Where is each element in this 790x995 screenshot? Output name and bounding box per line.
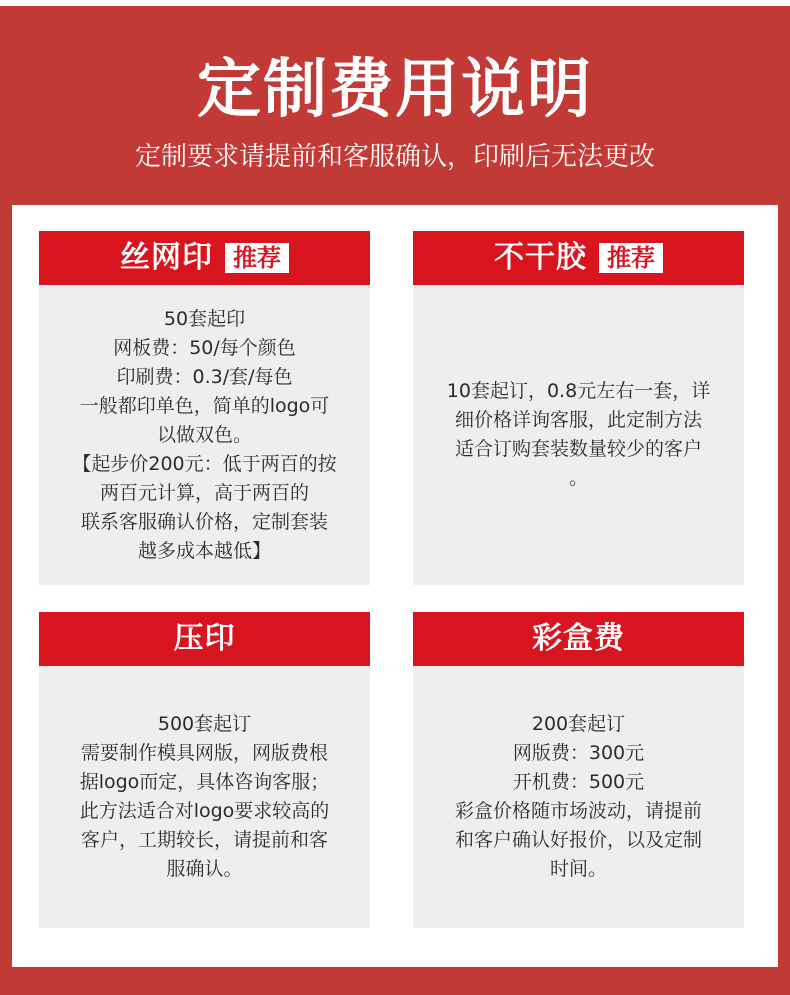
card-color-box bbox=[413, 612, 744, 928]
recommended-badge: 推荐 bbox=[599, 243, 663, 273]
card-text-line: 开机费：500元 bbox=[512, 771, 645, 793]
card-body bbox=[39, 285, 370, 585]
card-text-line: 服确认。 bbox=[166, 858, 243, 880]
card-header bbox=[39, 231, 370, 285]
card-embossing bbox=[39, 612, 370, 928]
card-text-line: 一般都印单色，简单的logo可 bbox=[79, 394, 330, 417]
card-text-line: 以做双色。 bbox=[156, 423, 252, 446]
card-text-line: 网版费：300元 bbox=[512, 742, 645, 764]
card-text-line: 两百元计算，高于两百的 bbox=[99, 481, 309, 504]
card-text-line: 。 bbox=[568, 467, 588, 489]
card-header bbox=[413, 612, 744, 666]
card-text-line: 时间。 bbox=[549, 858, 607, 880]
card-text-line: 50套起印 bbox=[163, 307, 246, 330]
card-screen-printing bbox=[39, 231, 370, 585]
card-body bbox=[413, 666, 744, 928]
card-text-line: 【起步价200元：低于两百的按 bbox=[72, 452, 337, 475]
card-title: 丝网印 bbox=[120, 240, 213, 275]
card-text-line: 网板费：50/每个颜色 bbox=[113, 336, 296, 359]
card-body bbox=[39, 666, 370, 928]
card-title: 压印 bbox=[173, 621, 236, 656]
card-text-line: 联系客服确认价格，定制套装 bbox=[80, 510, 328, 533]
recommended-badge: 推荐 bbox=[225, 243, 289, 273]
card-text-line: 需要制作模具网版，网版费根 bbox=[80, 742, 328, 764]
card-title: 彩盒费 bbox=[532, 621, 625, 656]
card-header bbox=[39, 612, 370, 666]
card-text-line: 适合订购套装数量较少的客户 bbox=[454, 438, 702, 460]
card-text-line: 和客户确认好报价，以及定制 bbox=[454, 829, 702, 851]
card-title: 不干胶 bbox=[494, 240, 587, 275]
card-text-line: 此方法适合对logo要求较高的 bbox=[79, 800, 330, 822]
card-sticker bbox=[413, 231, 744, 585]
card-text-line: 据logo而定，具体咨询客服； bbox=[79, 771, 330, 793]
content-panel bbox=[12, 205, 778, 967]
card-body bbox=[413, 285, 744, 585]
card-text-line: 彩盒价格随市场波动，请提前 bbox=[454, 800, 702, 822]
page-subtitle: 定制要求请提前和客服确认，印刷后无法更改 bbox=[134, 142, 655, 172]
card-text-line: 10套起订，0.8元左右一套，详 bbox=[446, 380, 711, 402]
page-frame bbox=[0, 6, 790, 995]
card-text-line: 印刷费：0.3/套/每色 bbox=[116, 365, 293, 388]
card-text-line: 越多成本越低】 bbox=[137, 539, 271, 562]
card-header bbox=[413, 231, 744, 285]
card-text-line: 客户，工期较长，请提前和客 bbox=[80, 829, 328, 851]
card-text-line: 500套起订 bbox=[157, 713, 252, 735]
card-text-line: 200套起订 bbox=[531, 713, 626, 735]
page-title: 定制费用说明 bbox=[197, 53, 593, 127]
card-text-line: 细价格详询客服，此定制方法 bbox=[454, 409, 702, 431]
